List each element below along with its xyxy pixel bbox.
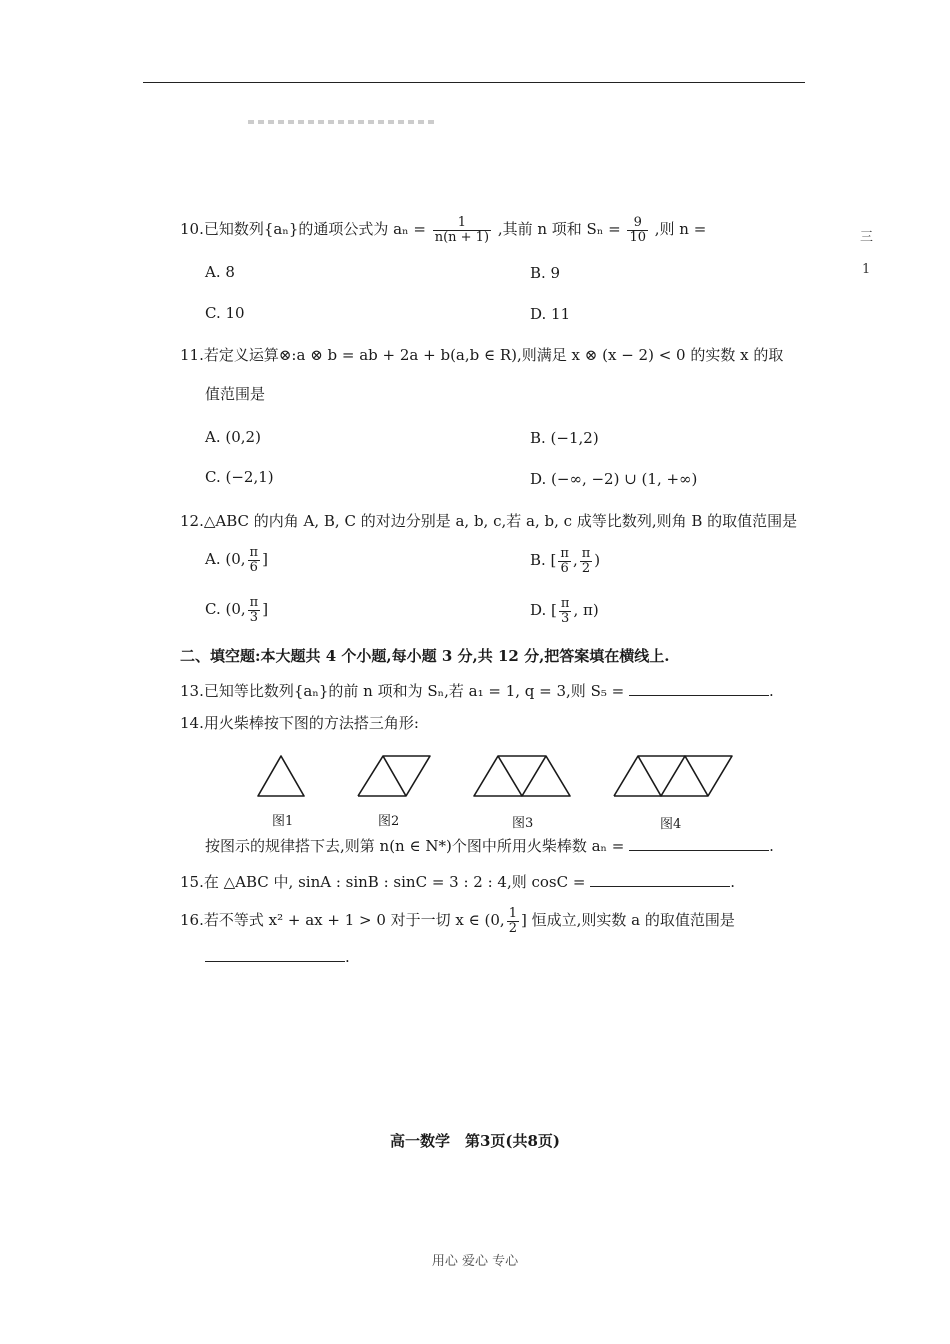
fig-label-2: 图2 <box>378 814 400 829</box>
q15-end: . <box>730 873 736 891</box>
q12-option-c <box>205 596 268 624</box>
q16-frac <box>507 907 519 935</box>
q11-option-a: A. (0,2) <box>205 428 261 446</box>
fig4-inner <box>638 756 708 796</box>
edge-mark-1: 三 <box>860 230 874 245</box>
q12-d-num: π <box>560 596 570 611</box>
fig3-inner <box>498 756 546 796</box>
q12-option-a <box>205 546 268 574</box>
q10-option-b: B. 9 <box>530 264 561 282</box>
q12-b-frac1 <box>558 547 571 575</box>
page-footer: 高一数学 第3页(共8页) <box>389 1132 561 1150</box>
q16-end: . <box>345 948 350 966</box>
fig-label-4: 图4 <box>660 817 682 832</box>
fig3-outline <box>474 756 570 796</box>
fig-label-3: 图3 <box>512 816 534 831</box>
q12-b-frac2 <box>580 547 593 575</box>
q16-pre: 16.若不等式 x² + ax + 1 > 0 对于一切 x ∈ (0, <box>180 911 505 930</box>
q14-rule-text: 按图示的规律搭下去,则第 n(n ∈ N*)个图中所用火柴棒数 aₙ = <box>205 837 625 855</box>
q10-frac-den: n(n + 1) <box>434 229 490 245</box>
q12-b-num2: π <box>581 546 591 561</box>
q16-den: 2 <box>508 920 517 936</box>
q12-b-den1: 6 <box>560 560 569 576</box>
q16-num: 1 <box>508 906 517 921</box>
section-2-heading: 二、填空题:本大题共 4 个小题,每小题 3 分,共 12 分,把答案填在横线上. <box>180 647 670 665</box>
q10-fraction-2 <box>627 216 648 244</box>
q10-fraction <box>433 216 491 244</box>
q12-b-pre: B. [ <box>530 551 557 570</box>
q10-frac2-num: 9 <box>627 216 648 231</box>
q12-d-frac <box>559 597 572 625</box>
question-16-answer-line <box>205 950 350 965</box>
q10-frac2-den: 10 <box>629 229 646 245</box>
q10-stem-post: ,则 n = <box>654 220 707 239</box>
q12-a-den: 6 <box>249 559 258 575</box>
q12-c-frac <box>248 596 261 624</box>
q10-stem-pre: 10.已知数列{aₙ}的通项公式为 aₙ = <box>180 220 426 239</box>
q12-b-post: ) <box>594 551 601 570</box>
q12-d-pre: D. [ <box>530 601 557 620</box>
fig2-inner <box>383 756 406 796</box>
faint-scan-marks <box>248 120 438 124</box>
q12-option-d <box>530 597 599 625</box>
q12-c-post: ] <box>262 600 269 619</box>
q11-option-d: D. (−∞, −2) ∪ (1, +∞) <box>530 470 698 488</box>
question-10-stem <box>180 216 706 244</box>
q12-d-post: , π) <box>573 601 599 620</box>
fig1-triangle <box>258 756 304 796</box>
q12-a-frac <box>248 546 261 574</box>
q16-answer-blank[interactable] <box>205 960 345 962</box>
q12-a-pre: A. (0, <box>205 550 246 569</box>
bottom-note: 用心 爱心 专心 <box>431 1254 519 1269</box>
top-rule <box>143 82 805 83</box>
question-11-stem: 11.若定义运算⊗:a ⊗ b = ab + 2a + b(a,b ∈ R),则满足 x ⊗ (x − 2) < 0 的实数 x 的取 <box>180 346 784 364</box>
edge-mark-2: 1 <box>862 262 871 277</box>
q10-option-a: A. 8 <box>205 263 235 281</box>
q13-answer-blank[interactable] <box>629 694 769 696</box>
q11-option-c: C. (−2,1) <box>205 468 274 486</box>
q13-text: 13.已知等比数列{aₙ}的前 n 项和为 Sₙ,若 a₁ = 1, q = 3,则 S₅ = <box>180 682 625 700</box>
q12-b-num1: π <box>560 546 569 561</box>
question-15 <box>180 875 735 890</box>
q10-stem-mid: ,其前 n 项和 Sₙ = <box>497 220 621 239</box>
matchstick-figures <box>180 748 750 802</box>
question-11-stem-cont: 值范围是 <box>205 385 266 403</box>
q12-d-den: 3 <box>561 610 570 626</box>
q12-c-pre: C. (0, <box>205 600 246 619</box>
q10-frac-num: 1 <box>433 216 491 231</box>
fig-label-1: 图1 <box>272 814 294 829</box>
question-12-stem: 12.△ABC 的内角 A, B, C 的对边分别是 a, b, c,若 a, b, c 成等比数列,则角 B 的取值范围是 <box>180 512 798 530</box>
q11-option-b: B. (−1,2) <box>530 429 599 447</box>
q12-a-num: π <box>249 545 259 560</box>
question-16 <box>180 907 735 935</box>
q13-end: . <box>768 682 774 700</box>
q12-c-den: 3 <box>249 609 259 625</box>
question-14-rule <box>205 839 774 854</box>
question-13 <box>180 684 774 699</box>
q14-answer-blank[interactable] <box>629 849 769 851</box>
q12-b-den2: 2 <box>581 560 591 576</box>
q10-option-d: D. 11 <box>530 305 571 323</box>
q10-option-c: C. 10 <box>205 304 245 322</box>
q12-option-b: B. [ $\frac{\pi}{6}$ , $\frac{\pi}{2}$ ) <box>530 546 601 576</box>
question-14: 14.用火柴棒按下图的方法搭三角形: <box>180 714 419 732</box>
q15-text: 15.在 △ABC 中, sinA : sinB : sinC = 3 : 2 : 4,则 cosC = <box>180 873 586 891</box>
q15-answer-blank[interactable] <box>590 885 730 887</box>
q12-a-post: ] <box>262 550 268 569</box>
q16-post: ] 恒成立,则实数 a 的取值范围是 <box>520 911 735 930</box>
q14-end: . <box>769 837 774 855</box>
q12-c-num: π <box>249 595 259 610</box>
